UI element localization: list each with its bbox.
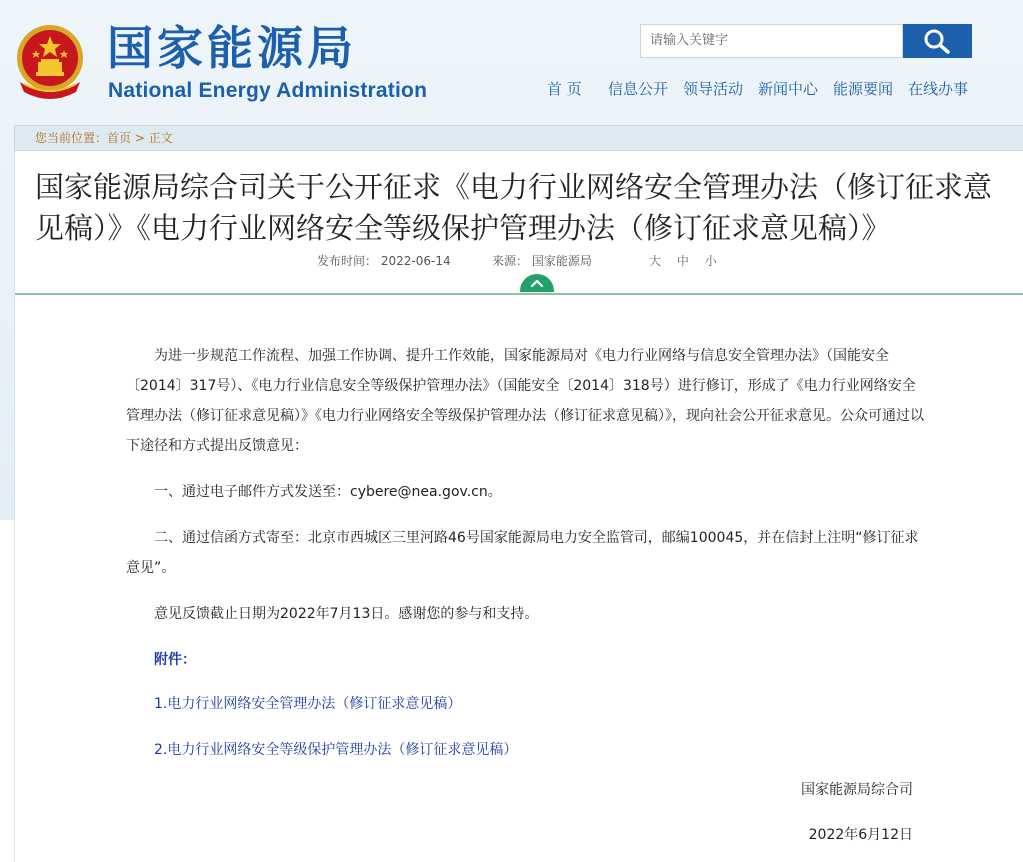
title-divider: [15, 293, 1023, 295]
font-size-large[interactable]: 大: [649, 254, 662, 268]
source-label: 来源：: [492, 254, 529, 268]
article-source: [492, 252, 592, 270]
nav-info-disclosure[interactable]: 信息公开: [608, 80, 669, 98]
search-icon: [923, 28, 951, 54]
nav-online-services[interactable]: 在线办事: [908, 80, 969, 98]
nav-leadership[interactable]: 领导活动: [683, 80, 744, 98]
publish-date-value: 2022-06-14: [380, 254, 451, 268]
nav-home[interactable]: 首 页: [547, 80, 582, 98]
signature: 国家能源局综合司: [801, 782, 913, 798]
chevron-up-icon: [530, 278, 544, 288]
attachments-heading: 附件：: [154, 652, 196, 668]
article-header: [15, 151, 1023, 295]
article-card: [14, 151, 1023, 862]
deadline-paragraph: 意见反馈截止日期为2022年7月13日。感谢您的参与和支持。: [154, 606, 539, 622]
breadcrumb-current: 正文: [148, 131, 173, 145]
nav-energy-news[interactable]: 能源要闻: [833, 80, 894, 98]
breadcrumb-separator: >: [134, 131, 145, 145]
publish-date-label: 发布时间：: [317, 254, 378, 268]
mail-paragraph: 二、通过信函方式寄至：北京市西城区三里河路46号国家能源局电力安全监管司，邮编100045，并在信封上注明“修订征求意见”。: [126, 530, 919, 576]
publish-date: [317, 252, 451, 270]
nav-news-center[interactable]: 新闻中心: [758, 80, 819, 98]
article-title: 国家能源局综合司关于公开征求《电力行业网络安全管理办法（修订征求意见稿）》《电力行业网络安全等级保护管理办法（修订征求意见稿）》: [35, 170, 993, 245]
font-size-switcher: [649, 252, 729, 270]
source-value: 国家能源局: [531, 254, 592, 268]
main-nav: [0, 78, 1023, 102]
breadcrumb: [14, 125, 1023, 151]
collapse-button[interactable]: [520, 274, 554, 292]
site-header: [0, 0, 1023, 120]
attachment-link-2[interactable]: 2.电力行业网络安全等级保护管理办法（修订征求意见稿）: [154, 742, 518, 758]
attachment-link-1[interactable]: 1.电力行业网络安全管理办法（修订征求意见稿）: [154, 696, 462, 712]
search-input[interactable]: 请输入关键字: [640, 24, 903, 58]
article-body: [126, 341, 926, 781]
font-size-medium[interactable]: 中: [676, 254, 689, 268]
breadcrumb-prefix: 您当前位置：: [35, 131, 108, 145]
email-paragraph: 一、通过电子邮件方式发送至：cybere@nea.gov.cn。: [154, 484, 502, 500]
breadcrumb-home[interactable]: 首页: [107, 131, 132, 145]
site-title-cn[interactable]: 国家能源局: [107, 21, 357, 75]
sign-date: 2022年6月12日: [808, 827, 913, 843]
site-title-en[interactable]: National Energy Administration: [108, 79, 428, 102]
search-button[interactable]: [903, 24, 972, 58]
intro-paragraph: 为进一步规范工作流程、加强工作协调、提升工作效能，国家能源局对《电力行业网络与信息安全管理办法》（国能安全〔2014〕317号）、《电力行业信息安全等级保护管理办法》（国能安全〔2014〕318号）进行修订，形成了《电力行业网络安全管理办法（修订征求意见稿）》《电力行业网络安全等级保护管理办法（修订征求意见稿）》，现向社会公开征求意见。公众可通过以下途径和方式提出反馈意见：: [126, 348, 924, 454]
font-size-small[interactable]: 小: [704, 254, 717, 268]
